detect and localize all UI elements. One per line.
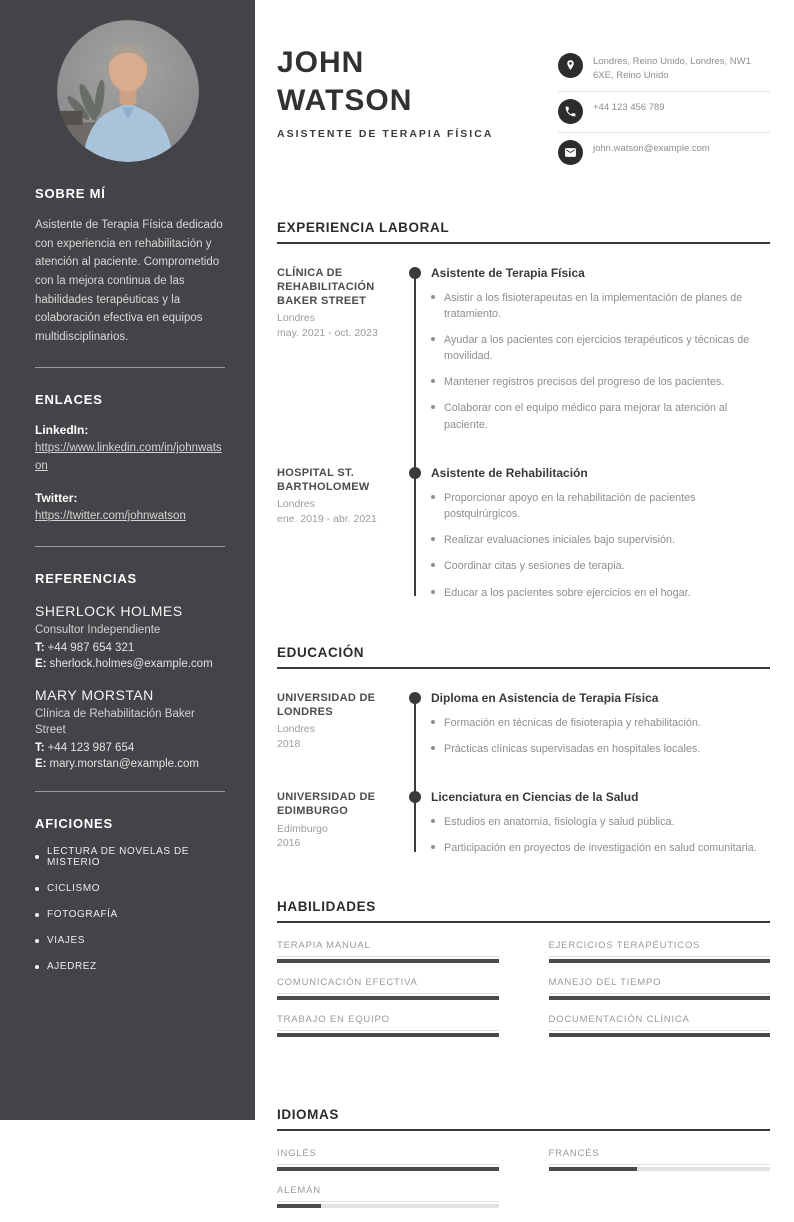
skill-underline bbox=[549, 1030, 771, 1031]
skill-item bbox=[549, 1014, 771, 1037]
language-bar bbox=[549, 1167, 771, 1171]
skill-bar bbox=[549, 959, 771, 963]
bullet-text: Realizar evaluaciones iniciales bajo supervisión. bbox=[444, 534, 676, 547]
bullet-icon bbox=[431, 337, 435, 341]
profile-photo bbox=[57, 20, 199, 162]
location-pin-icon bbox=[558, 53, 583, 78]
language-underline bbox=[277, 1201, 499, 1202]
bullet-icon bbox=[431, 819, 435, 823]
bullet-text: Proporcionar apoyo en la rehabilitación de pacientes postquirúrgicos. bbox=[444, 491, 696, 521]
hobby-label: CICLISMO bbox=[47, 883, 101, 895]
bullet-text: Prácticas clínicas supervisadas en hospitales locales. bbox=[444, 742, 701, 755]
job-role: Asistente de Terapia Física bbox=[431, 265, 585, 280]
skill-bar bbox=[277, 1033, 499, 1037]
education-degree: Licenciatura en Ciencias de la Salud bbox=[431, 790, 639, 805]
skill-underline bbox=[549, 993, 771, 994]
bullet-icon bbox=[35, 913, 39, 917]
language-bar-fill bbox=[277, 1204, 321, 1208]
bullet-text: Educar a los pacientes sobre ejercicios en el hogar. bbox=[444, 586, 691, 599]
hobby-item bbox=[35, 961, 225, 972]
skill-underline bbox=[277, 993, 499, 994]
skill-bar bbox=[549, 996, 771, 1000]
skill-bar-fill bbox=[277, 959, 499, 963]
bullet-icon bbox=[35, 855, 39, 859]
bullet-icon bbox=[431, 537, 435, 541]
contact-email: john.watson@example.com bbox=[593, 142, 710, 154]
education-year: 2016 bbox=[277, 836, 301, 849]
languages-section-title: IDIOMAS bbox=[277, 1107, 770, 1131]
contact-phone: +44 123 456 789 bbox=[593, 101, 665, 113]
reference-item bbox=[35, 603, 225, 670]
reference-email bbox=[35, 758, 225, 770]
bullet-icon bbox=[431, 746, 435, 750]
job-details bbox=[431, 266, 770, 433]
phone-label: T: bbox=[35, 642, 45, 655]
job-location-dates bbox=[277, 497, 405, 525]
hobbies-section-title: AFICIONES bbox=[35, 816, 113, 832]
education-bullet bbox=[431, 814, 770, 830]
phone-icon bbox=[558, 99, 583, 124]
sidebar-divider bbox=[35, 367, 225, 368]
bullet-icon bbox=[35, 939, 39, 943]
email-label: E: bbox=[35, 758, 47, 771]
language-bar bbox=[277, 1204, 499, 1208]
reference-name: SHERLOCK HOLMES bbox=[35, 603, 183, 620]
education-entry bbox=[277, 790, 770, 856]
education-meta bbox=[277, 691, 405, 757]
skill-item bbox=[277, 1014, 499, 1037]
sidebar-divider bbox=[35, 546, 225, 547]
link-label: LinkedIn: bbox=[35, 423, 89, 438]
timeline-dot bbox=[409, 791, 421, 803]
first-name: JOHN bbox=[277, 46, 365, 79]
job-meta bbox=[277, 466, 405, 601]
education-details bbox=[431, 790, 770, 856]
language-underline bbox=[277, 1164, 499, 1165]
education-location-year bbox=[277, 722, 405, 750]
education-meta bbox=[277, 790, 405, 856]
contact-location-row bbox=[558, 46, 770, 92]
job-bullet bbox=[431, 490, 770, 522]
bullet-text: Formación en técnicas de fisioterapia y rehabilitación. bbox=[444, 716, 701, 729]
skill-bar-fill bbox=[277, 1033, 499, 1037]
bullet-text: Colaborar con el equipo médico para mejorar la atención al paciente. bbox=[444, 402, 728, 431]
phone-label: T: bbox=[35, 742, 45, 755]
skill-bar-fill bbox=[277, 996, 499, 1000]
job-entry bbox=[277, 266, 770, 433]
education-school: UNIVERSIDAD DE LONDRES bbox=[277, 691, 376, 719]
education-section-title: EDUCACIÓN bbox=[277, 645, 770, 669]
reference-role: Clínica de Rehabilitación Baker Street bbox=[35, 708, 195, 737]
experience-section-title: EXPERIENCIA LABORAL bbox=[277, 220, 770, 244]
bullet-icon bbox=[431, 563, 435, 567]
skill-bar-fill bbox=[549, 959, 771, 963]
bullet-text: Mantener registros precisos del progreso de los pacientes. bbox=[444, 376, 725, 389]
link-label: Twitter: bbox=[35, 490, 78, 505]
job-company: CLÍNICA DE REHABILITACIÓN BAKER STREET bbox=[277, 266, 375, 308]
last-name: WATSON bbox=[277, 84, 413, 118]
bullet-icon bbox=[431, 495, 435, 499]
contact-email-row bbox=[558, 133, 770, 173]
skill-name: TRABAJO EN EQUIPO bbox=[277, 1013, 390, 1025]
job-bullet bbox=[431, 374, 770, 390]
job-bullet bbox=[431, 558, 770, 574]
skill-underline bbox=[277, 1030, 499, 1031]
hobby-label: VIAJES bbox=[47, 935, 86, 947]
timeline-dot bbox=[409, 692, 421, 704]
header bbox=[277, 0, 770, 173]
bullet-icon bbox=[431, 720, 435, 724]
bullet-text: Estudios en anatomía, fisiología y salud pública. bbox=[444, 816, 675, 829]
hobby-label: LECTURA DE NOVELAS DE MISTERIO bbox=[47, 846, 190, 869]
language-name: ALEMÁN bbox=[277, 1184, 321, 1196]
sidebar-divider bbox=[35, 791, 225, 792]
education-degree: Diploma en Asistencia de Terapia Física bbox=[431, 690, 659, 705]
education-year: 2018 bbox=[277, 737, 301, 750]
job-entry bbox=[277, 466, 770, 601]
job-dates: may. 2021 - oct. 2023 bbox=[277, 326, 378, 339]
contact-location: Londres, Reino Unido, Londres, NW1 6XE, Reino Unido bbox=[593, 56, 751, 81]
languages-section bbox=[277, 1107, 770, 1222]
reference-phone bbox=[35, 742, 225, 754]
education-location-year bbox=[277, 822, 405, 850]
hobby-item bbox=[35, 883, 225, 894]
profile-photo-illustration bbox=[57, 20, 199, 162]
language-name: FRANCÉS bbox=[548, 1147, 600, 1159]
timeline-dot bbox=[409, 467, 421, 479]
email-value: mary.morstan@example.com bbox=[49, 758, 199, 771]
phone-value: +44 123 987 654 bbox=[47, 742, 135, 755]
skill-name: DOCUMENTACIÓN CLÍNICA bbox=[548, 1013, 690, 1025]
about-section-title: SOBRE MÍ bbox=[35, 186, 106, 201]
email-value: sherlock.holmes@example.com bbox=[49, 658, 213, 671]
reference-role: Consultor Independiente bbox=[35, 624, 161, 637]
language-item bbox=[277, 1148, 499, 1171]
hobby-label: FOTOGRAFÍA bbox=[47, 909, 118, 921]
job-details bbox=[431, 466, 770, 601]
experience-section bbox=[277, 220, 770, 601]
twitter-link[interactable]: https://twitter.com/johnwatson bbox=[35, 509, 186, 522]
bullet-icon bbox=[431, 405, 435, 409]
skills-grid bbox=[277, 940, 770, 1051]
education-bullet bbox=[431, 715, 770, 731]
linkedin-link[interactable]: https://www.linkedin.com/in/johnwatson bbox=[35, 442, 222, 472]
bullet-text: Participación en proyectos de investigación en salud comunitaria. bbox=[444, 842, 757, 855]
bullet-icon bbox=[431, 590, 435, 594]
language-bar-fill bbox=[277, 1167, 499, 1171]
job-dates: ene. 2019 - abr. 2021 bbox=[277, 512, 377, 525]
education-section bbox=[277, 645, 770, 857]
skill-name: COMUNICACIÓN EFECTIVA bbox=[277, 976, 418, 988]
bullet-text: Ayudar a los pacientes con ejercicios terapéuticos y técnicas de movilidad. bbox=[444, 333, 750, 363]
about-text: Asistente de Terapia Física dedicado con experiencia en rehabilitación y atención al paciente. Comprometido con la mejora continua de las habilidades terapéuticas y la colaboración efectiva en equipos multidisciplinarios. bbox=[35, 219, 223, 343]
bullet-icon bbox=[35, 887, 39, 891]
skill-bar bbox=[277, 959, 499, 963]
email-icon bbox=[558, 140, 583, 165]
skill-name: TERAPIA MANUAL bbox=[277, 939, 371, 951]
bullet-icon bbox=[35, 965, 39, 969]
skill-underline bbox=[277, 956, 499, 957]
education-location: Londres bbox=[277, 723, 315, 736]
phone-value: +44 987 654 321 bbox=[47, 642, 135, 655]
skill-bar bbox=[549, 1033, 771, 1037]
skill-item bbox=[549, 977, 771, 1000]
bullet-icon bbox=[431, 845, 435, 849]
education-school: UNIVERSIDAD DE EDIMBURGO bbox=[277, 791, 376, 818]
skill-bar-fill bbox=[549, 1033, 771, 1037]
reference-item bbox=[35, 687, 225, 770]
language-bar bbox=[277, 1167, 499, 1171]
job-location: Londres bbox=[277, 312, 315, 325]
job-bullet bbox=[431, 585, 770, 601]
links-section-title: ENLACES bbox=[35, 392, 103, 408]
name-block bbox=[277, 44, 493, 173]
reference-email bbox=[35, 658, 225, 670]
reference-phone bbox=[35, 642, 225, 654]
bullet-icon bbox=[431, 295, 435, 299]
hobby-label: AJEDREZ bbox=[47, 961, 97, 973]
skill-item bbox=[277, 940, 499, 963]
timeline-dot bbox=[409, 267, 421, 279]
education-location: Edimburgo bbox=[277, 822, 328, 835]
contact-phone-row bbox=[558, 92, 770, 133]
skill-name: EJERCICIOS TERAPÉUTICOS bbox=[548, 939, 701, 951]
skill-bar bbox=[277, 996, 499, 1000]
hobby-item bbox=[35, 909, 225, 920]
job-bullet bbox=[431, 290, 770, 322]
bullet-text: Asistir a los fisioterapeutas en la implementación de planes de tratamiento. bbox=[444, 291, 743, 320]
link-item-linkedin bbox=[35, 423, 225, 475]
education-bullet bbox=[431, 741, 770, 757]
job-role: Asistente de Rehabilitación bbox=[431, 465, 588, 480]
job-bullet bbox=[431, 532, 770, 548]
education-entry bbox=[277, 691, 770, 757]
language-item bbox=[549, 1148, 771, 1171]
main-content bbox=[255, 0, 794, 1196]
job-bullet bbox=[431, 332, 770, 364]
email-label: E: bbox=[35, 658, 47, 671]
link-item-twitter bbox=[35, 491, 225, 525]
skill-bar-fill bbox=[549, 996, 771, 1000]
references-section-title: REFERENCIAS bbox=[35, 571, 137, 587]
experience-timeline bbox=[277, 266, 770, 601]
language-item bbox=[277, 1185, 499, 1208]
skill-underline bbox=[549, 956, 771, 957]
language-bar-fill bbox=[549, 1167, 638, 1171]
language-name: INGLÉS bbox=[277, 1147, 317, 1159]
job-company: HOSPITAL ST. BARTHOLOMEW bbox=[277, 466, 370, 494]
skill-item bbox=[277, 977, 499, 1000]
job-title: ASISTENTE DE TERAPIA FÍSICA bbox=[277, 128, 494, 141]
skill-item bbox=[549, 940, 771, 963]
languages-grid bbox=[277, 1148, 770, 1222]
language-underline bbox=[549, 1164, 771, 1165]
education-details bbox=[431, 691, 770, 757]
job-location: Londres bbox=[277, 498, 315, 511]
reference-name: MARY MORSTAN bbox=[35, 687, 154, 704]
education-timeline bbox=[277, 691, 770, 857]
job-location-dates bbox=[277, 311, 405, 339]
hobby-item bbox=[35, 846, 225, 868]
job-bullet bbox=[431, 400, 770, 432]
skills-section-title: HABILIDADES bbox=[277, 899, 770, 923]
job-meta bbox=[277, 266, 405, 433]
contact-block bbox=[558, 46, 770, 173]
skills-section bbox=[277, 899, 770, 1051]
bullet-text: Coordinar citas y sesiones de terapia. bbox=[444, 560, 625, 573]
bullet-icon bbox=[431, 379, 435, 383]
hobby-item bbox=[35, 935, 225, 946]
skill-name: MANEJO DEL TIEMPO bbox=[548, 976, 662, 988]
education-bullet bbox=[431, 840, 770, 856]
sidebar bbox=[0, 0, 255, 1120]
